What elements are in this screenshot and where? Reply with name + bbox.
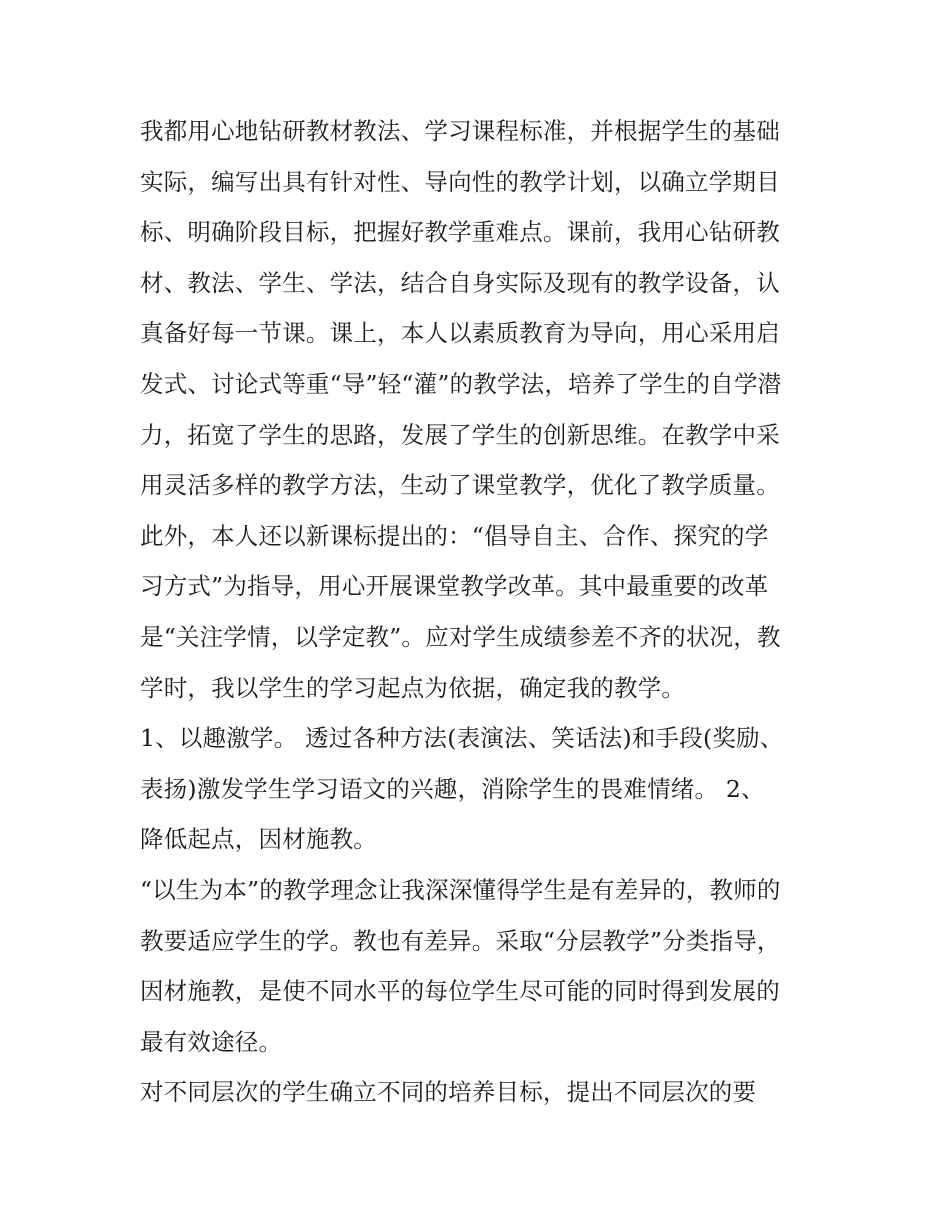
text-line: 材、教法、学生、学法，结合自身实际及现有的教学设备，认 [140, 268, 780, 297]
text-line: 是“关注学情，以学定教”。应对学生成绩参差不齐的状况，教 [140, 622, 781, 651]
text-line: 降低起点，因材施教。 [140, 825, 377, 854]
text-line: 力，拓宽了学生的思路，发展了学生的创新思维。在教学中采 [140, 420, 780, 449]
text-line: 教要适应学生的学。教也有差异。采取“分层教学”分类指导， [140, 926, 781, 955]
text-line: 发式、讨论式等重“导”轻“灌”的教学法，培养了学生的自学潜 [140, 369, 782, 398]
text-line: 1、以趣激学。 透过各种方法(表演法、笑话法)和手段(奖励、 [140, 724, 784, 753]
text-line: 最有效途径。 [140, 1027, 283, 1056]
text-line: 学时，我以学生的学习起点为依据，确定我的教学。 [140, 673, 686, 702]
text-line: 因材施教，是使不同水平的每位学生尽可能的同时得到发展的 [140, 977, 780, 1006]
text-line: 此外，本人还以新课标提出的：“倡导自主、合作、探究的学 [140, 521, 769, 550]
text-line: 我都用心地钻研教材教法、学习课程标准，并根据学生的基础 [140, 117, 780, 145]
text-line: 表扬)激发学生学习语文的兴趣，消除学生的畏难情绪。 2、 [140, 774, 765, 803]
text-line: 用灵活多样的教学方法，生动了课堂教学，优化了教学质量。 [140, 471, 780, 500]
text-line: 习方式”为指导，用心开展课堂教学改革。其中最重要的改革 [140, 572, 769, 601]
text-line: 对不同层次的学生确立不同的培养目标，提出不同层次的要 [140, 1078, 757, 1107]
body-text [140, 106, 820, 1118]
text-line: 真备好每一节课。课上，本人以素质教育为导向，用心采用启 [140, 319, 780, 348]
text-line: “以生为本”的教学理念让我深深懂得学生是有差异的，教师的 [140, 875, 781, 904]
text-line: 标、明确阶段目标，把握好教学重难点。课前，我用心钻研教 [140, 218, 780, 247]
text-line: 实际，编写出具有针对性、导向性的教学计划，以确立学期目 [140, 167, 780, 196]
